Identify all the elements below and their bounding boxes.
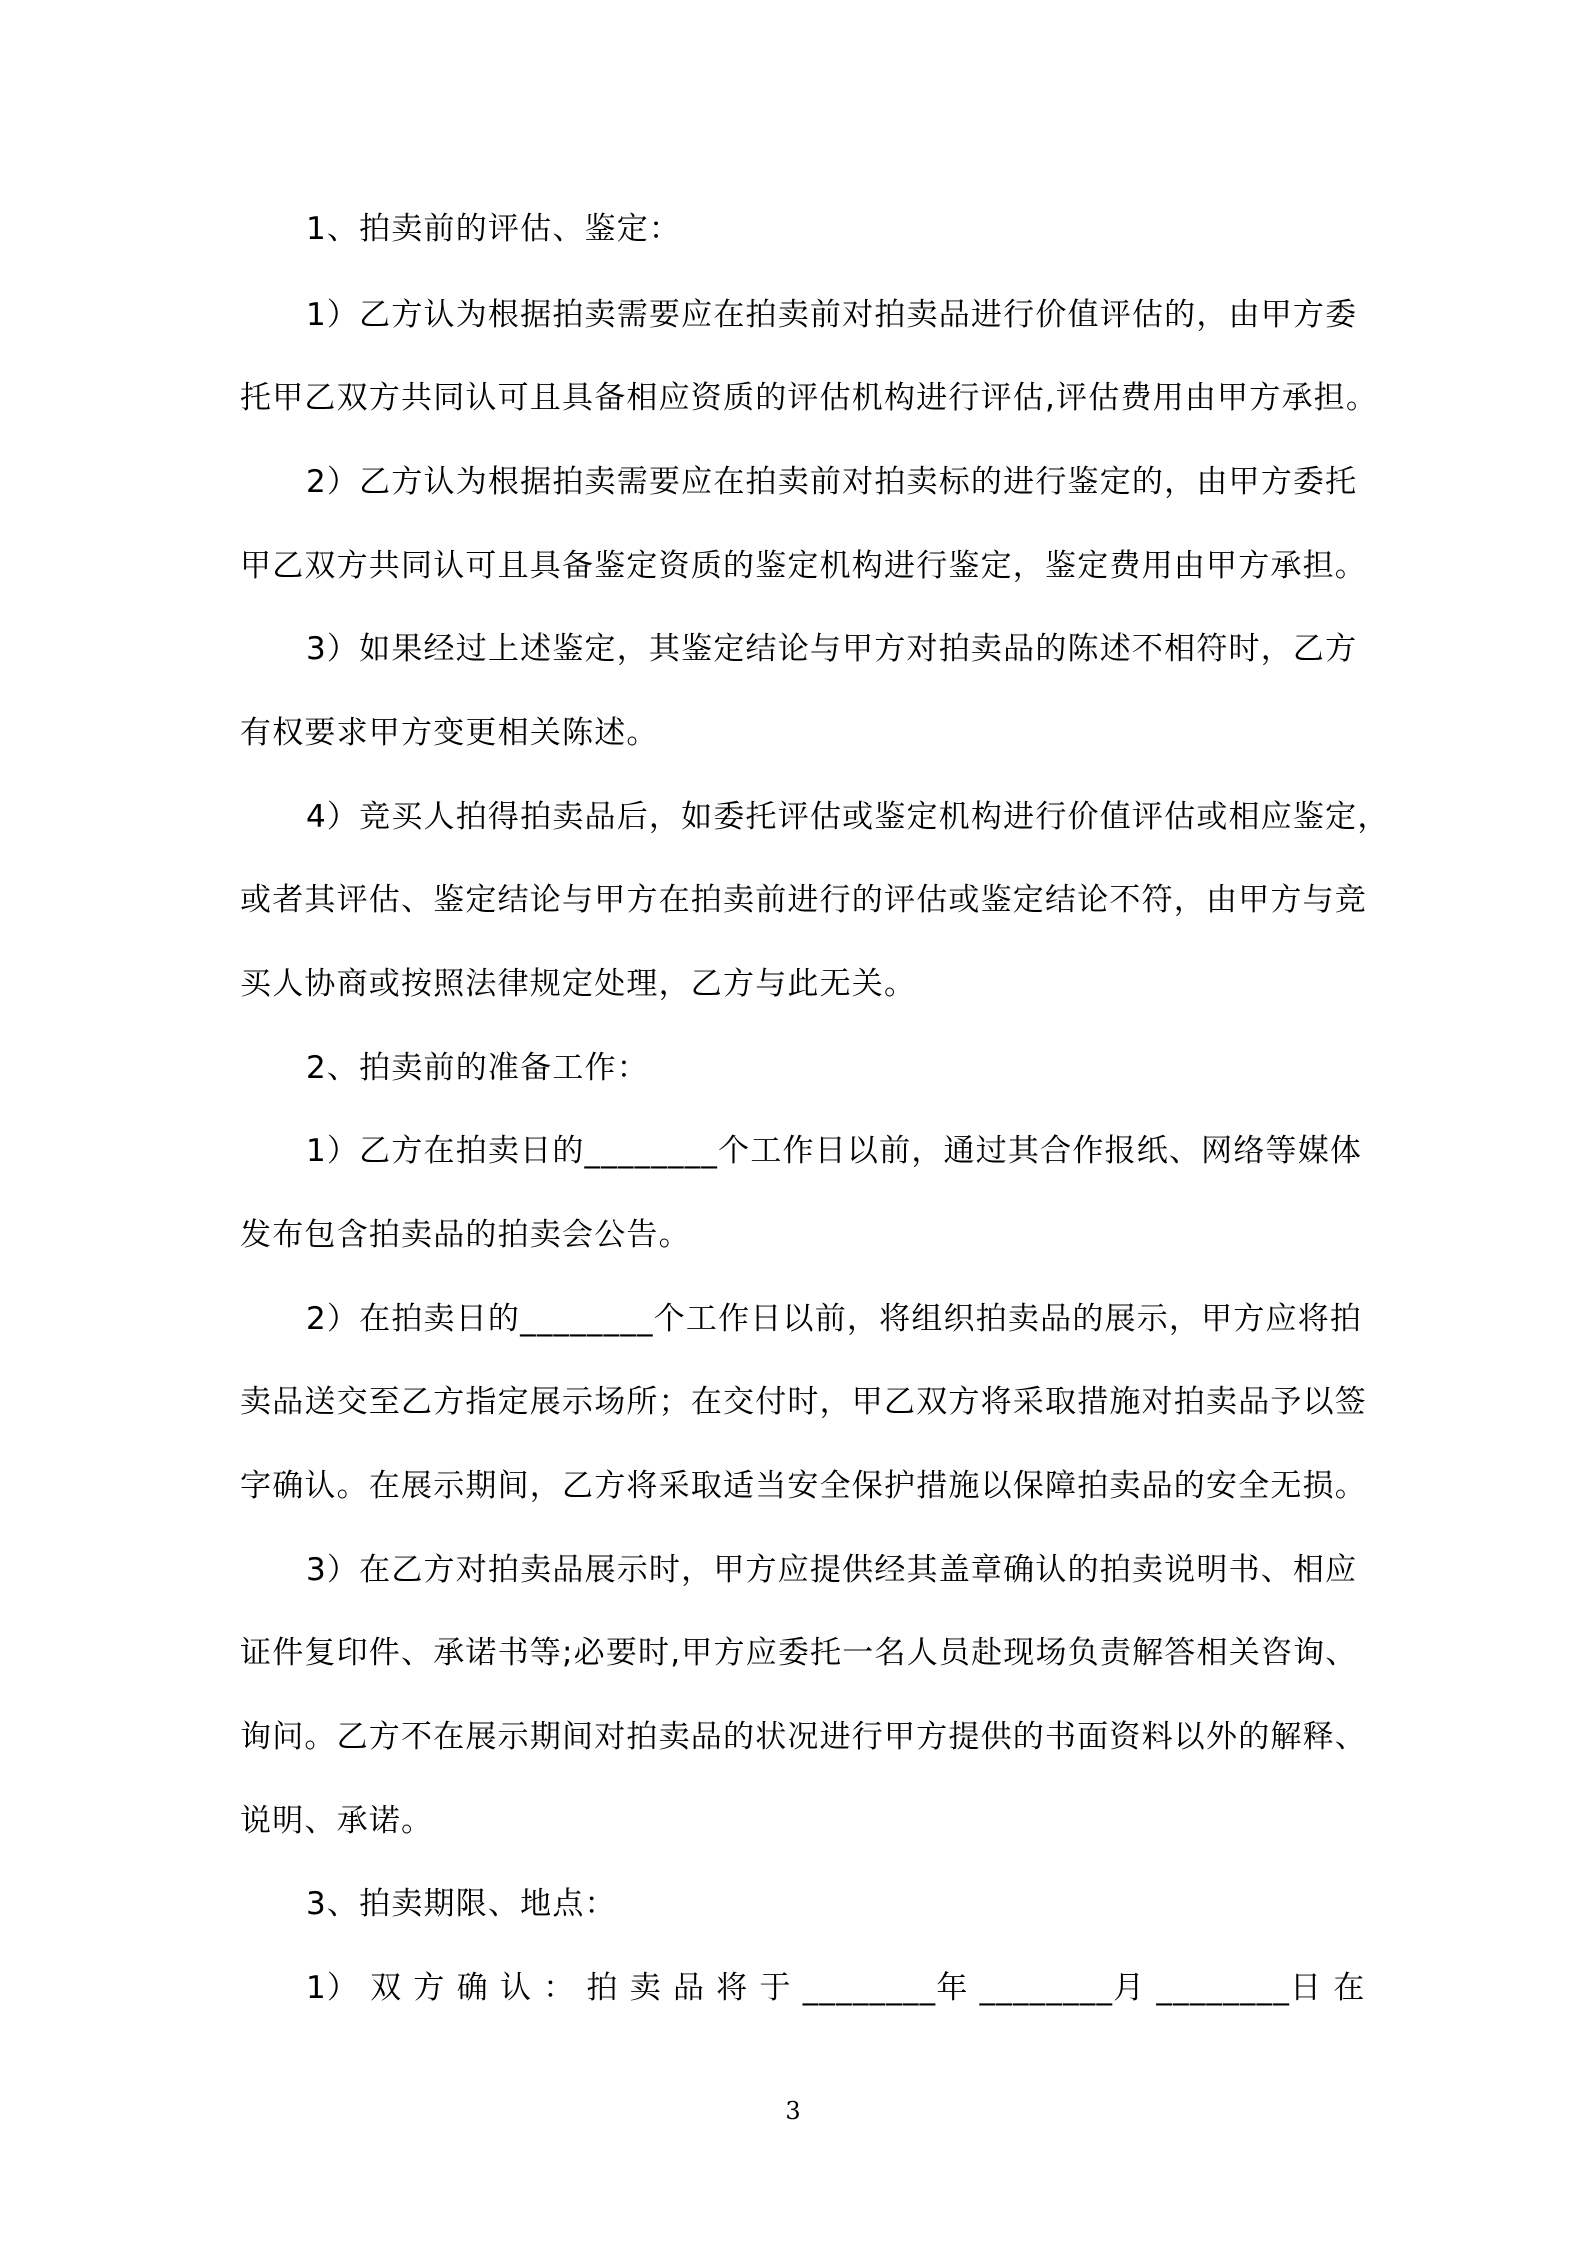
paragraph-line: 有权要求甲方变更相关陈述。 <box>240 715 659 751</box>
section-heading: 3、拍卖期限、地点： <box>306 1886 617 1922</box>
paragraph-line: 3）如果经过上述鉴定，其鉴定结论与甲方对拍卖品的陈述不相符时，乙方 <box>306 631 1358 667</box>
paragraph-line: 2）乙方认为根据拍卖需要应在拍卖前对拍卖标的进行鉴定的，由甲方委托 <box>306 464 1358 500</box>
paragraph-line: 2）在拍卖日的________个工作日以前，将组织拍卖品的展示，甲方应将拍 <box>306 1301 1363 1337</box>
paragraph-line: 询问。乙方不在展示期间对拍卖品的状况进行甲方提供的书面资料以外的解释、 <box>240 1719 1367 1755</box>
paragraph-line: 买人协商或按照法律规定处理，乙方与此无关。 <box>240 966 917 1002</box>
paragraph-line: 卖品送交至乙方指定展示场所；在交付时，甲乙双方将采取措施对拍卖品予以签 <box>240 1384 1367 1420</box>
paragraph-line: 1）乙方认为根据拍卖需要应在拍卖前对拍卖品进行价值评估的，由甲方委 <box>306 297 1358 333</box>
paragraph-line: 1）乙方在拍卖日的________个工作日以前，通过其合作报纸、网络等媒体 <box>306 1133 1363 1169</box>
paragraph-line: 3）在乙方对拍卖品展示时，甲方应提供经其盖章确认的拍卖说明书、相应 <box>306 1552 1358 1588</box>
paragraph-line: 1） 双 方 确 认 ： 拍 卖 品 将 于 ________年 ________月 ________日 在 <box>306 1970 1366 2006</box>
section-heading: 1、拍卖前的评估、鉴定： <box>306 211 682 247</box>
paragraph-line: 发布包含拍卖品的拍卖会公告。 <box>240 1217 691 1253</box>
paragraph-line: 字确认。在展示期间，乙方将采取适当安全保护措施以保障拍卖品的安全无损。 <box>240 1468 1367 1504</box>
section-heading: 2、拍卖前的准备工作： <box>306 1050 649 1086</box>
paragraph-line: 证件复印件、承诺书等;必要时,甲方应委托一名人员赴现场负责解答相关咨询、 <box>240 1635 1358 1671</box>
paragraph-line: 或者其评估、鉴定结论与甲方在拍卖前进行的评估或鉴定结论不符，由甲方与竞 <box>240 882 1367 918</box>
paragraph-line: 甲乙双方共同认可且具备鉴定资质的鉴定机构进行鉴定，鉴定费用由甲方承担。 <box>240 548 1367 584</box>
page-number: 3 <box>785 2097 801 2125</box>
paragraph-line: 4）竞买人拍得拍卖品后，如委托评估或鉴定机构进行价值评估或相应鉴定， <box>306 799 1390 835</box>
paragraph-line: 托甲乙双方共同认可且具备相应资质的评估机构进行评估,评估费用由甲方承担。 <box>240 380 1379 416</box>
paragraph-line: 说明、承诺。 <box>240 1803 434 1839</box>
